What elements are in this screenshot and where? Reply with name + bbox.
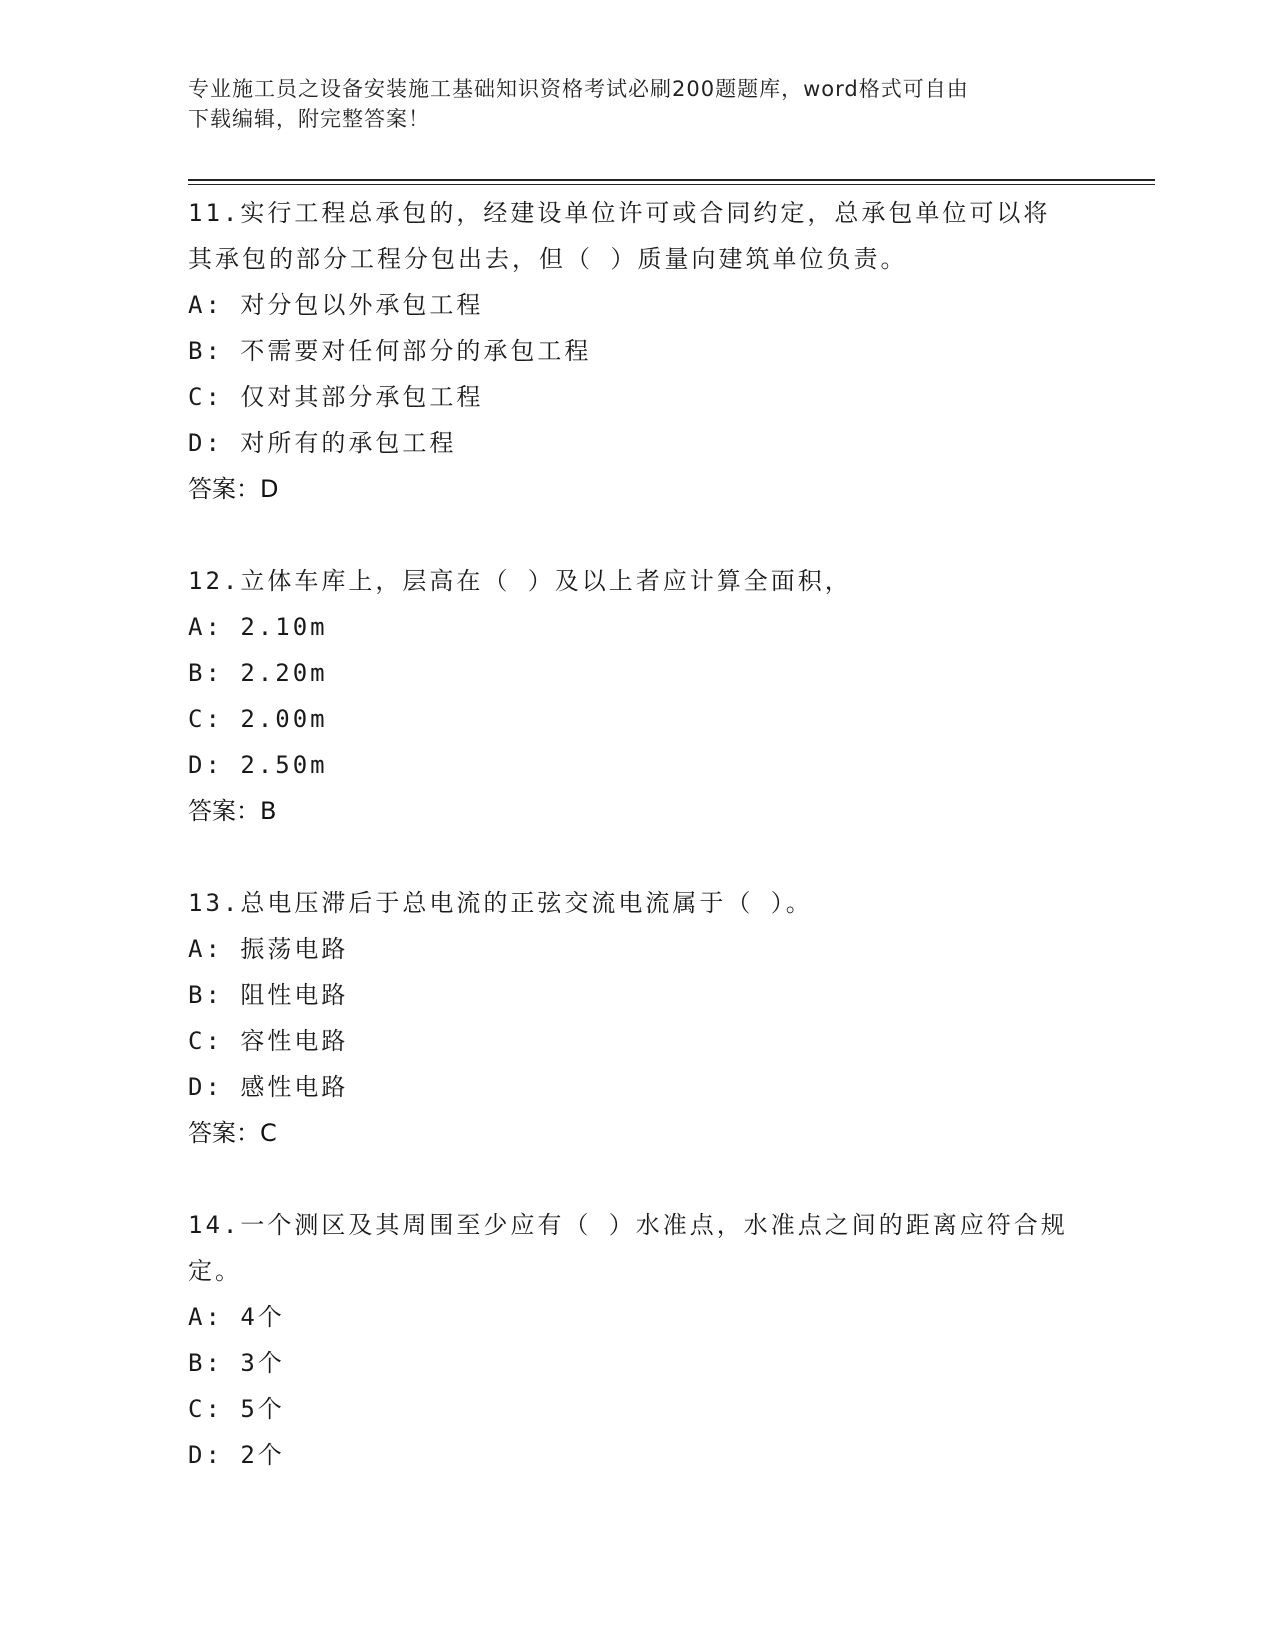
option-b: B: 不需要对任何部分的承包工程	[188, 337, 592, 365]
option-a: A: 4个	[188, 1303, 285, 1331]
question-stem: 12.立体车库上，层高在（ ）及以上者应计算全面积，	[188, 567, 852, 595]
header-line-1: 专业施工员之设备安装施工基础知识资格考试必刷200题题库，word格式可自由	[188, 77, 969, 101]
question-12	[188, 558, 1088, 834]
option-d: D: 感性电路	[188, 1073, 349, 1101]
header-line-2: 下载编辑，附完整答案！	[188, 107, 430, 131]
option-c: C: 容性电路	[188, 1027, 349, 1055]
question-stem: 13.总电压滞后于总电流的正弦交流电流属于（ ）。	[188, 889, 813, 917]
option-a: A: 对分包以外承包工程	[188, 291, 484, 319]
header-divider-thick	[188, 179, 1155, 181]
option-d: D: 2.50m	[188, 751, 328, 779]
option-d: D: 对所有的承包工程	[188, 429, 457, 457]
answer: 答案：D	[188, 475, 279, 503]
answer: 答案：C	[188, 1119, 277, 1147]
question-14	[188, 1202, 1088, 1478]
option-d: D: 2个	[188, 1441, 285, 1469]
question-stem: 14.一个测区及其周围至少应有（ ）水准点，水准点之间的距离应符合规定。	[188, 1211, 1068, 1285]
option-b: B: 3个	[188, 1349, 285, 1377]
answer: 答案：B	[188, 797, 277, 825]
header-divider-thin	[188, 184, 1155, 185]
option-b: B: 阻性电路	[188, 981, 349, 1009]
document-header	[188, 74, 1068, 134]
option-b: B: 2.20m	[188, 659, 328, 687]
option-c: C: 2.00m	[188, 705, 328, 733]
question-stem: 11.实行工程总承包的，经建设单位许可或合同约定，总承包单位可以将其承包的部分工程分包出去，但（ ）质量向建筑单位负责。	[188, 199, 1051, 273]
option-c: C: 仅对其部分承包工程	[188, 383, 484, 411]
option-c: C: 5个	[188, 1395, 285, 1423]
option-a: A: 振荡电路	[188, 935, 349, 963]
question-13	[188, 880, 1088, 1156]
option-a: A: 2.10m	[188, 613, 328, 641]
question-11	[188, 190, 1088, 512]
question-list	[188, 190, 1088, 1524]
